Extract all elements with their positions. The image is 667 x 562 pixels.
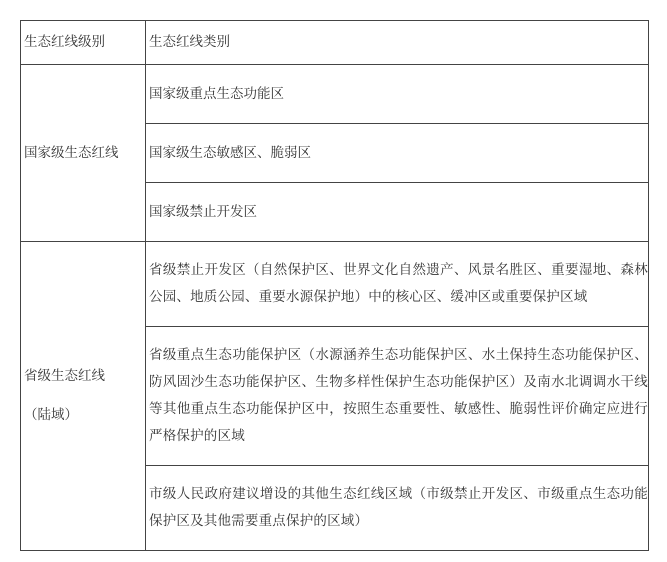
- provincial-category-cell: 省级重点生态功能保护区（水源涵养生态功能保护区、水土保持生态功能保护区、防风固沙生态功能保护区、生物多样性保护生态功能保护区）及南水北调调水干线等其他重点生态功能保护区中，按照生态重要性、敏感性、脆弱性评价确定应进行严格保护的区域: [146, 327, 649, 466]
- national-level-label: 国家级生态红线: [24, 144, 119, 161]
- national-category-cell: 国家级禁止开发区: [146, 183, 649, 242]
- table-header-row: [21, 21, 649, 65]
- table-row: [21, 65, 649, 124]
- national-level-cell: [21, 65, 146, 242]
- provincial-level-label: 省级生态红线: [24, 368, 105, 384]
- header-level: 生态红线级别: [21, 21, 146, 65]
- provincial-category-cell: 省级禁止开发区（自然保护区、世界文化自然遗产、风景名胜区、重要湿地、森林公园、地质公园、重要水源保护地）中的核心区、缓冲区或重要保护区域: [146, 242, 649, 327]
- provincial-category-cell: 市级人民政府建议增设的其他生态红线区域（市级禁止开发区、市级重点生态功能保护区及其他需要重点保护的区域）: [146, 466, 649, 551]
- national-category-cell: 国家级重点生态功能区: [146, 65, 649, 124]
- table-row: [21, 242, 649, 327]
- provincial-level-cell: [21, 242, 146, 551]
- provincial-level-note: （陆域）: [24, 407, 78, 423]
- ecological-redline-table: [20, 20, 649, 551]
- national-category-cell: 国家级生态敏感区、脆弱区: [146, 124, 649, 183]
- header-category: 生态红线类别: [146, 21, 649, 65]
